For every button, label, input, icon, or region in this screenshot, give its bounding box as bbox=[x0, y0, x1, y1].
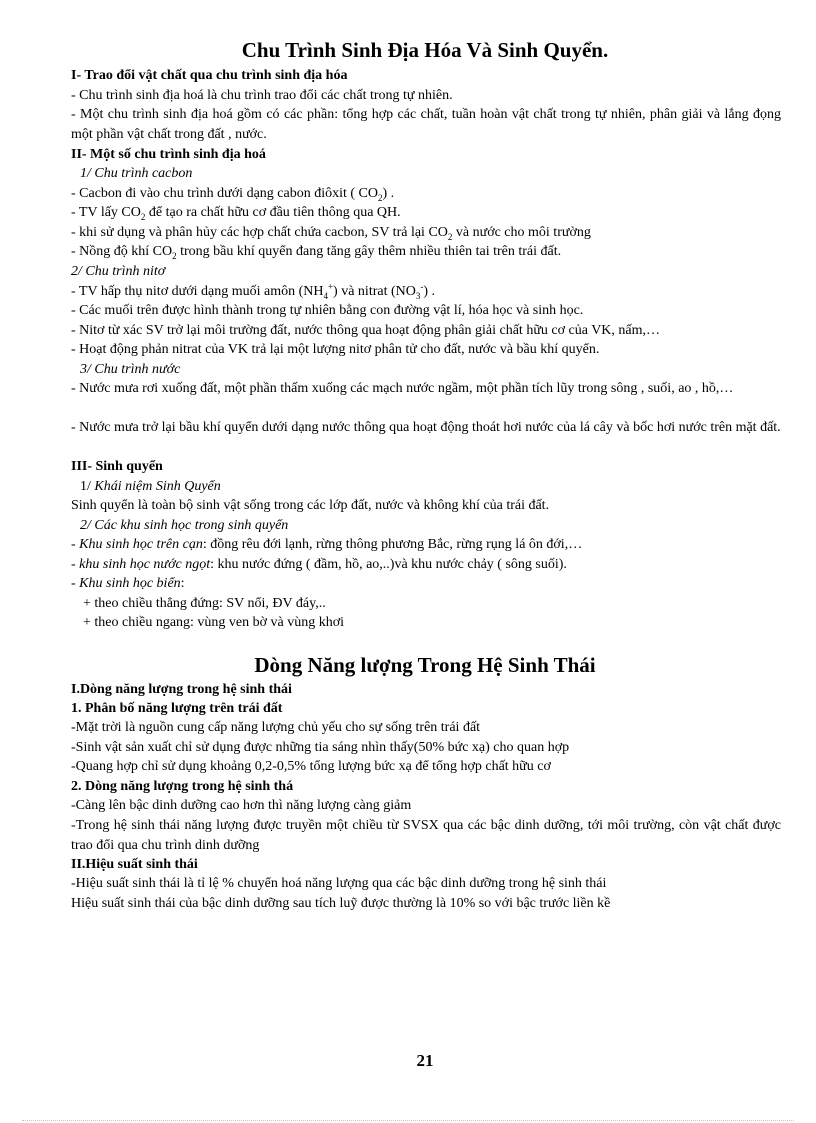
heading-III: III- Sinh quyển bbox=[71, 459, 163, 474]
section2-title: Dòng Năng lượng Trong Hệ Sinh Thái bbox=[254, 653, 596, 677]
paragraph: -Quang hợp chỉ sử dụng khoảng 0,2-0,5% tổng lượng bức xạ để tổng hợp chất hữu cơ bbox=[71, 759, 551, 774]
paragraph: -Mặt trời là nguồn cung cấp năng lượng chủ yếu cho sự sống trên trái đất bbox=[71, 720, 481, 735]
subheading-biomes: 2/ Các khu sinh học trong sinh quyển bbox=[80, 518, 289, 533]
nitrogen-line-4: - Hoạt động phản nitrat của VK trả lại một lượng nitơ phân tử cho đất, nước và bầu khí quyển. bbox=[71, 342, 600, 357]
heading-II: II- Một số chu trình sinh địa hoá bbox=[71, 147, 266, 162]
heading-energy-flow: I.Dòng năng lượng trong hệ sinh thái bbox=[71, 682, 292, 697]
water-line-2: - Nước mưa trở lại bầu khí quyển dưới dạng nước thông qua hoạt động thoát hơi nước của lá cây và bốc hơi nước trên mặt đất. bbox=[71, 420, 781, 435]
biome-freshwater: - khu sinh học nước ngọt: khu nước đứng ( đầm, hồ, ao,..)và khu nước chảy ( sông suối). bbox=[71, 557, 567, 572]
subheading-nitrogen-cycle: 2/ Chu trình nitơ bbox=[71, 264, 166, 279]
subheading-water-cycle: 3/ Chu trình nước bbox=[80, 362, 181, 377]
paragraph: -Trong hệ sinh thái năng lượng được truyền một chiều từ SVSX qua các bậc dinh dưỡng, tới môi trường, còn vật chất được trao đổi qua chu trình dinh dưỡng bbox=[71, 818, 781, 853]
paragraph: - Chu trình sinh địa hoá là chu trình trao đổi các chất trong tự nhiên. bbox=[71, 88, 453, 103]
paragraph: - Một chu trình sinh địa hoá gồm có các phần: tổng hợp các chất, tuần hoàn vật chất trong tự nhiên, phân giải và lắng đọng một phần vật chất trong đất , nước. bbox=[71, 107, 781, 142]
biome-terrestrial: - Khu sinh học trên cạn: đồng rêu đới lạnh, rừng thông phương Bắc, rừng rụng lá ôn đới,… bbox=[71, 537, 583, 552]
heading-energy-flow-ecosystem: 2. Dòng năng lượng trong hệ sinh thá bbox=[71, 779, 294, 794]
paragraph: Sinh quyển là toàn bộ sinh vật sống trong các lớp đất, nước và không khí của trái đất. bbox=[71, 498, 550, 513]
biome-marine-horizontal: + theo chiều ngang: vùng ven bờ và vùng khơi bbox=[83, 615, 345, 630]
page-number: 21 bbox=[416, 1051, 434, 1070]
heading-ecological-efficiency: II.Hiệu suất sinh thái bbox=[71, 857, 198, 872]
carbon-line-2: - TV lấy $CO_2$ để tạo ra chất hữu cơ đầu tiên thông qua QH. bbox=[71, 205, 401, 222]
heading-I: I- Trao đổi vật chất qua chu trình sinh địa hóa bbox=[71, 68, 348, 83]
biome-marine-vertical: + theo chiều thẳng đứng: SV nổi, ĐV đáy,.. bbox=[83, 596, 326, 611]
nitrogen-line-1: - TV hấp thụ nitơ dưới dạng muối amôn $(NH_4^+)$ và nitrat $(NO_3^-)$ . bbox=[71, 281, 436, 301]
paragraph: -Càng lên bậc dinh dưỡng cao hơn thì năng lượng càng giảm bbox=[71, 798, 412, 813]
water-line-1: - Nước mưa rơi xuống đất, một phần thấm xuống các mạch nước ngầm, một phần tích lũy trong sông , suối, ao , hồ,… bbox=[71, 381, 734, 396]
paragraph: Hiệu suất sinh thái của bậc dinh dưỡng sau tích luỹ được thường là 10% so với bậc trước liền kề bbox=[71, 896, 611, 911]
nitrogen-line-2: - Các muối trên được hình thành trong tự nhiên bằng con đường vật lí, hóa học và sinh học. bbox=[71, 303, 584, 318]
carbon-line-4: - Nồng độ khí $CO_2$ trong bầu khí quyển đang tăng gây thêm nhiều thiên tai trên trái đất. bbox=[71, 244, 562, 261]
carbon-line-3: - khi sử dụng và phân hủy các hợp chất chứa cacbon, SV trả lại $CO_2$ và nước cho môi trường bbox=[71, 225, 591, 242]
heading-energy-distribution: 1. Phân bố năng lượng trên trái đất bbox=[71, 701, 283, 716]
paragraph: -Hiệu suất sinh thái là tỉ lệ % chuyển hoá năng lượng qua các bậc dinh dưỡng trong hệ sinh thái bbox=[71, 876, 607, 891]
subheading-biosphere-concept: 1/ Khái niệm Sinh Quyển bbox=[80, 479, 221, 494]
paragraph: -Sinh vật sản xuất chỉ sử dụng được những tia sáng nhìn thấy(50% bức xạ) cho quan hợp bbox=[71, 740, 570, 755]
biome-marine: - Khu sinh học biển: bbox=[71, 576, 185, 591]
nitrogen-line-3: - Nitơ từ xác SV trở lại môi trường đất, nước thông qua hoạt động phân giải chất hữu cơ của VK, nấm,… bbox=[71, 323, 661, 338]
page-divider bbox=[22, 1120, 794, 1121]
section1-title: Chu Trình Sinh Địa Hóa Và Sinh Quyển. bbox=[241, 38, 609, 62]
subheading-carbon-cycle: 1/ Chu trình cacbon bbox=[80, 166, 193, 181]
carbon-line-1: - Cacbon đi vào chu trình dưới dạng cabon điôxit ( $CO_2$) . bbox=[71, 186, 395, 203]
